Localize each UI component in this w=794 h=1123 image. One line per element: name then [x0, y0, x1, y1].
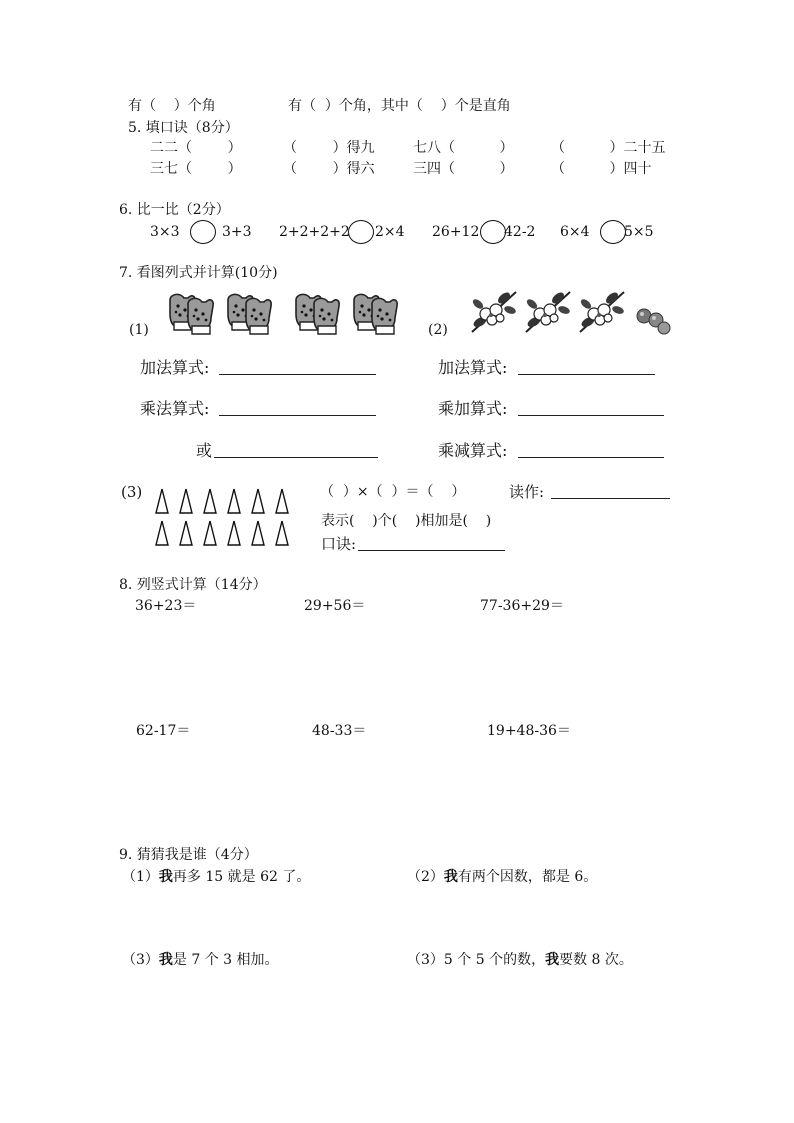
q7-meaning: 表示( )个( )相加是( ) [321, 513, 492, 529]
q6-item2-b: 2×4 [375, 224, 405, 240]
q6-item1-a: 3×3 [150, 224, 180, 240]
q6-item4-b: 5×5 [624, 224, 654, 240]
q5-r1-c3: 七八（ ） [413, 140, 514, 156]
q5-r1-c1: 二二（ ） [150, 140, 242, 156]
q8-r2-c3: 19+48-36＝ [487, 723, 571, 739]
q5-r1-c2: （ ）得九 [283, 140, 375, 156]
q5-title: 5. 填口诀（8分） [128, 120, 239, 136]
q7-right-add-line[interactable] [518, 374, 655, 375]
q6-item2-a: 2+2+2+2 [279, 224, 350, 240]
q5-r2-c4: （ ）四十 [551, 161, 652, 177]
mitten-pair-icon [166, 288, 401, 336]
q4-left-text: 有（ ）个角 [128, 98, 216, 114]
q7-read-line[interactable] [551, 498, 670, 499]
q7-rhyme-line[interactable] [358, 550, 505, 551]
q7-rhyme-label: 口诀: [321, 535, 357, 553]
q7-right-muladd-label: 乘加算式: [438, 399, 508, 418]
q7-left-add-label: 加法算式: [140, 358, 210, 377]
q9-item1: （1）我再多 15 就是 62 了。 [122, 869, 311, 885]
q7-right-add-label: 加法算式: [438, 358, 508, 377]
q6-item3-b: 42-2 [504, 224, 536, 240]
q8-title: 8. 列竖式计算（14分） [119, 577, 267, 593]
q6-item4-a: 6×4 [560, 224, 590, 240]
q5-r2-c2: （ ）得六 [283, 161, 375, 177]
q7-left-mul-line[interactable] [219, 415, 376, 416]
q7-part3-label: (3) [121, 483, 143, 501]
fruit-icon [634, 306, 674, 336]
q9-item2: （2）我有两个因数，都是 6。 [407, 869, 598, 885]
q6-compare-circle-3[interactable] [480, 220, 506, 244]
q6-compare-circle-4[interactable] [600, 220, 626, 244]
q5-r2-c3: 三四（ ） [413, 161, 514, 177]
q4-right-text: 有（ ）个角，其中（ ）个是直角 [288, 98, 511, 114]
q9-title: 9. 猜猜我是谁（4分） [119, 847, 258, 863]
q7-right-mulsub-label: 乘减算式: [438, 441, 508, 460]
q6-compare-circle-1[interactable] [190, 220, 216, 244]
q6-title: 6. 比一比（2分） [119, 202, 230, 218]
q7-right-muladd-line[interactable] [518, 415, 664, 416]
q8-r2-c1: 62-17＝ [136, 723, 191, 739]
q7-equation: （ ）×（ ）＝（ ） [320, 484, 466, 500]
q8-r2-c2: 48-33＝ [312, 723, 367, 739]
q7-left-mul-label: 乘法算式: [140, 399, 210, 418]
q7-left-or-line[interactable] [214, 457, 378, 458]
triangle-icon [152, 487, 297, 549]
q7-part1-label: (1) [129, 322, 149, 338]
q7-read-label: 读作: [509, 483, 545, 501]
q7-part2-label: (2) [428, 322, 448, 338]
q7-left-or-label: 或 [196, 441, 213, 460]
q7-left-add-line[interactable] [219, 374, 376, 375]
q8-r1-c1: 36+23＝ [135, 598, 197, 614]
q5-r1-c4: （ ）二十五 [551, 140, 666, 156]
q7-title: 7. 看图列式并计算(10分) [119, 265, 278, 281]
q9-item4: （3）5 个 5 个的数，我要数 8 次。 [407, 952, 633, 968]
q7-right-mulsub-line[interactable] [518, 457, 664, 458]
q8-r1-c3: 77-36+29＝ [480, 598, 564, 614]
q6-item1-b: 3+3 [222, 224, 252, 240]
q6-item3-a: 26+12 [432, 224, 480, 240]
q8-r1-c2: 29+56＝ [304, 598, 366, 614]
q6-compare-circle-2[interactable] [348, 220, 374, 244]
q5-r2-c1: 三七（ ） [150, 161, 242, 177]
q9-item3: （3）我是 7 个 3 相加。 [122, 952, 279, 968]
